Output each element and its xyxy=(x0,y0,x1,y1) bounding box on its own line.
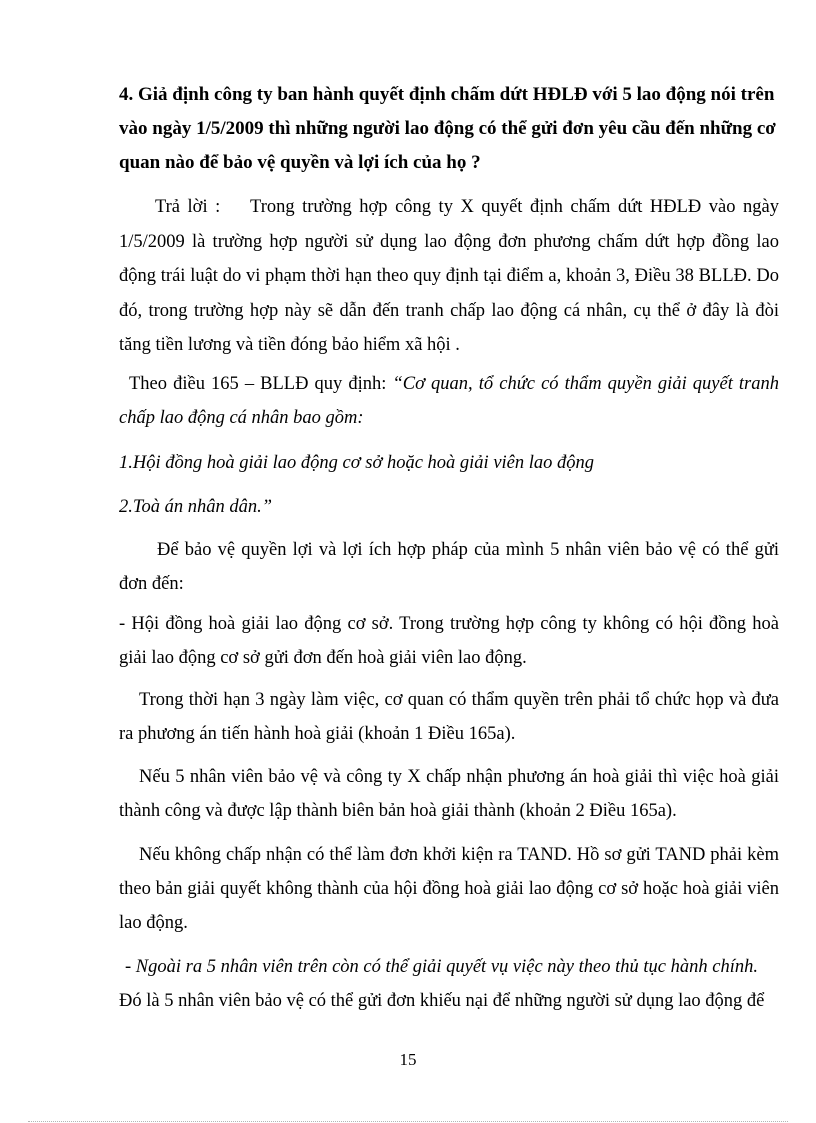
admin-paragraph: - Ngoài ra 5 nhân viên trên còn có thể giải quyết vụ việc này theo thủ tục hành chính. xyxy=(125,957,758,977)
law-intro-paragraph xyxy=(119,367,779,435)
page-bottom-divider xyxy=(28,1121,788,1122)
council-paragraph: - Hội đồng hoà giải lao động cơ sở. Trong trường hợp công ty không có hội đồng hoà giải lao động cơ sở gửi đơn đến hoà giải viên lao động. xyxy=(119,614,779,668)
answer-text: Trong trường hợp công ty X quyết định chấm dứt HĐLĐ vào ngày 1/5/2009 là trường hợp người sử dụng lao động đơn phương chấm dứt hợp đồng lao động trái luật do vi phạm thời hạn theo quy định tại điểm a, khoản 3, Điều 38 BLLĐ. Do đó, trong trường hợp này sẽ dẫn đến tranh chấp lao động cá nhân, cụ thể ở đây là đòi tăng tiền lương và tiền đóng bảo hiểm xã hội . xyxy=(119,197,779,355)
law-intro: Theo điều 165 – BLLĐ quy định: xyxy=(129,374,393,394)
protect-paragraph: Để bảo vệ quyền lợi và lợi ích hợp pháp của mình 5 nhân viên bảo vệ có thể gửi đơn đến: xyxy=(119,540,779,594)
law-quote: “Cơ quan, tổ chức có thẩm quyền giải quyết tranh chấp lao động cá nhân bao gồm: xyxy=(119,374,780,428)
deadline-paragraph: Trong thời hạn 3 ngày làm việc, cơ quan có thẩm quyền trên phải tổ chức họp và đưa ra phương án tiến hành hoà giải (khoản 1 Điều 165a). xyxy=(119,690,779,744)
law-item-2: 2.Toà án nhân dân.” xyxy=(119,497,273,517)
law-item-1: 1.Hội đồng hoà giải lao động cơ sở hoặc hoà giải viên lao động xyxy=(119,453,595,473)
answer-paragraph xyxy=(119,190,779,363)
page-number: 15 xyxy=(399,1050,417,1069)
answer-label: Trả lời : xyxy=(155,197,221,217)
complaint-paragraph: Đó là 5 nhân viên bảo vệ có thể gửi đơn khiếu nại để những người sử dụng lao động để xyxy=(119,991,765,1011)
accept-paragraph: Nếu 5 nhân viên bảo vệ và công ty X chấp nhận phương án hoà giải thì việc hoà giải thành công và được lập thành biên bản hoà giải thành (khoản 2 Điều 165a). xyxy=(119,767,779,821)
reject-paragraph: Nếu không chấp nhận có thể làm đơn khởi kiện ra TAND. Hồ sơ gửi TAND phải kèm theo bản giải quyết không thành của hội đồng hoà giải lao động cơ sở hoặc hoà giải viên lao động. xyxy=(119,845,779,933)
question-heading: 4. Giả định công ty ban hành quyết định chấm dứt HĐLĐ với 5 lao động nói trên vào ngày 1/5/2009 thì những người lao động có thể gửi đơn yêu cầu đến những cơ quan nào để bảo vệ quyền và lợi ích của họ ? xyxy=(119,84,776,173)
